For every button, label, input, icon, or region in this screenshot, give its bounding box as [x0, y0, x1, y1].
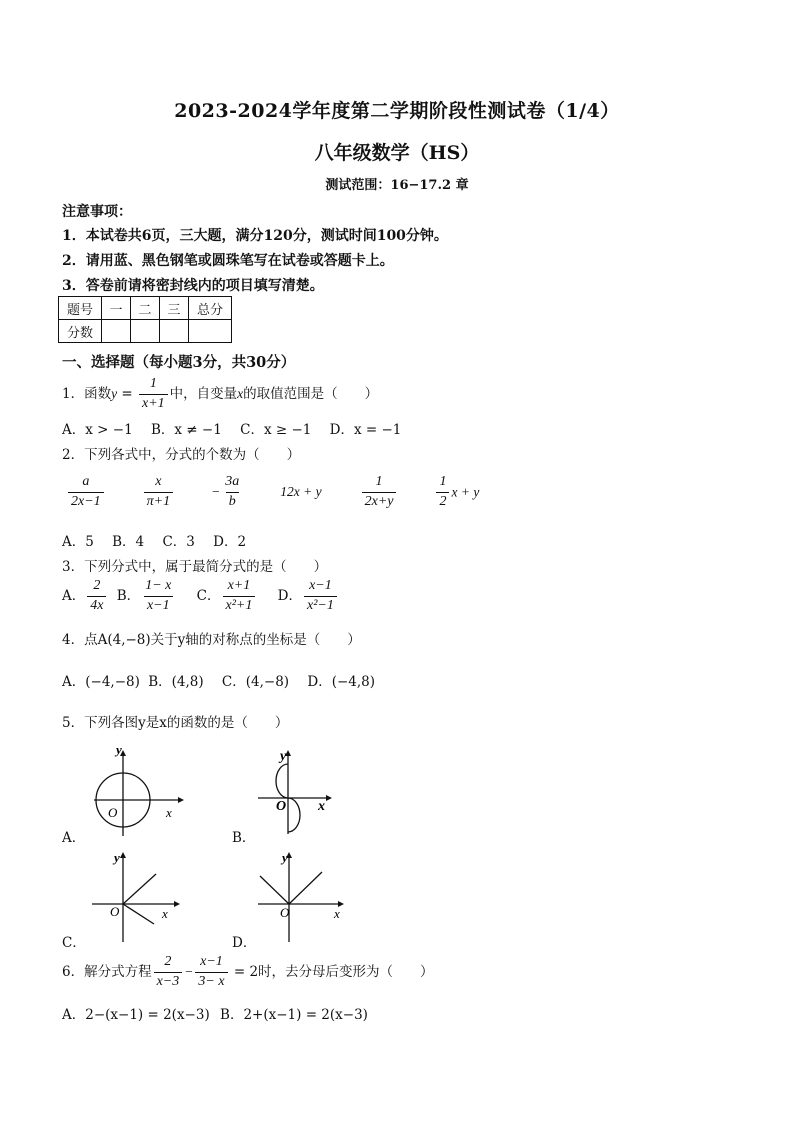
graph-c-label: C．	[62, 935, 86, 951]
option-b[interactable]: B． $\frac{1- x}{x-1}$	[116, 578, 172, 613]
option-c[interactable]: C． $\frac{x+1}{\text{x²+1}}$	[197, 588, 258, 604]
fraction: $\frac{1}{x+1}$	[139, 376, 168, 413]
axis-y-label: y	[282, 850, 288, 865]
origin-label: O	[276, 799, 287, 814]
graph-d-label: D．	[232, 935, 257, 951]
score-header-cell: 三	[160, 297, 189, 320]
score-table	[58, 296, 232, 343]
option-b[interactable]: B．(4,8)	[148, 674, 204, 690]
option-b[interactable]: B．x ≠ −1	[150, 422, 222, 438]
option-d[interactable]: D．2	[213, 534, 247, 550]
fraction: $\frac{2}{x-3}$	[154, 954, 183, 991]
option-d[interactable]: D．x = −1	[329, 422, 402, 438]
notice-heading: 注意事项：	[62, 204, 132, 220]
expression: $\frac{1}{2x+y}$	[362, 474, 397, 511]
expression: 12x + y	[280, 484, 322, 500]
question-1-options	[62, 418, 415, 438]
origin-label: O	[110, 904, 120, 919]
expression: $\frac{x}{\pi+1}$	[144, 474, 173, 511]
exam-subtitle: 八年级数学（HS）	[314, 142, 480, 164]
origin-label: O	[108, 805, 118, 820]
score-table-row	[59, 297, 232, 320]
option-d[interactable]: D． $\frac{x-1}{\text{x²−1}}$	[278, 588, 339, 604]
score-input-cell[interactable]	[102, 320, 131, 343]
option-a[interactable]: A．2−(x−1) = 2(x−3)	[62, 1007, 210, 1023]
option-a[interactable]: A． $\frac{2}{4x}$	[62, 588, 108, 604]
score-header-cell: 一	[102, 297, 131, 320]
score-header-cell: 总分	[189, 297, 232, 320]
question-5: 5．下列各图y是x的函数的是（ ）	[62, 715, 289, 731]
question-2-expressions: $\frac{a}{2x-1}$ $\frac{x}{\pi+1}$ − $\frac{3a}{b}$ 12x + y $\frac{1}{2x+y}$ $\frac{1}{2}$ x + y	[66, 474, 479, 511]
exam-scope: 测试范围：16−17.2 章	[325, 178, 469, 193]
question-6-options	[62, 1003, 382, 1023]
section-heading: 一、选择题（每小题3分，共30分）	[62, 354, 296, 371]
question-2: 2．下列各式中，分式的个数为（ ）	[62, 447, 301, 463]
axis-x-label: x	[166, 805, 172, 820]
axis-x-label: x	[334, 906, 340, 921]
notice-item-3: 3．答卷前请将密封线内的项目填写清楚。	[62, 278, 324, 294]
fraction: $\frac{x-1}{3- x}$	[195, 954, 227, 991]
score-input-cell[interactable]	[189, 320, 232, 343]
score-label-cell: 分数	[59, 320, 102, 343]
notice-item-1: 1．本试卷共6页，三大题，满分120分，测试时间100分钟。	[62, 228, 448, 244]
question-4-options	[62, 670, 389, 690]
question-2-options	[62, 530, 260, 550]
graph-b[interactable]	[254, 742, 344, 842]
notice-item-2: 2．请用蓝、黑色钢笔或圆珠笔写在试卷或答题卡上。	[62, 253, 394, 269]
question-3: 3．下列分式中，属于最简分式的是（ ）	[62, 559, 328, 575]
option-b[interactable]: B．2+(x−1) = 2(x−3)	[220, 1007, 368, 1023]
score-table-row	[59, 320, 232, 343]
expression: $\frac{a}{2x-1}$	[68, 474, 104, 511]
option-a[interactable]: A．(−4,−8)	[62, 674, 140, 690]
axis-y-label: y	[116, 742, 122, 757]
option-d[interactable]: D．(−4,8)	[307, 674, 376, 690]
graph-c[interactable]	[88, 848, 188, 944]
question-1: 1．函数y = $\frac{1}{x+1}$ 中，自变量x的取值范围是（ ）	[62, 376, 379, 411]
exam-title: 2023-2024学年度第二学期阶段性测试卷（1/4）	[174, 100, 620, 122]
axis-y-label: y	[114, 850, 120, 865]
graph-d[interactable]	[254, 848, 354, 944]
question-6: 6．解分式方程 $\frac{2}{x-3}$ − $\frac{x-1}{3- x}$ = 2时，去分母后变形为（ ）	[62, 954, 434, 989]
score-input-cell[interactable]	[160, 320, 189, 343]
score-input-cell[interactable]	[131, 320, 160, 343]
option-c[interactable]: C．3	[162, 534, 195, 550]
score-header-cell: 二	[131, 297, 160, 320]
option-b[interactable]: B．4	[112, 534, 145, 550]
question-4: 4．点A(4,−8)关于y轴的对称点的坐标是（ ）	[62, 632, 361, 648]
question-3-options	[62, 578, 339, 615]
option-a[interactable]: A．x > −1	[62, 422, 133, 438]
expression: $\frac{1}{2}$	[436, 474, 449, 511]
axis-x-label: x	[318, 799, 325, 814]
axis-x-label: x	[162, 906, 168, 921]
graph-a-label: A．	[62, 830, 86, 846]
option-a[interactable]: A．5	[62, 534, 94, 550]
axis-y-label: y	[280, 749, 287, 764]
graph-b-label: B．	[232, 830, 256, 846]
expression: $\frac{3a}{b}$	[225, 474, 240, 509]
graph-a[interactable]	[88, 742, 188, 842]
option-c[interactable]: C．x ≥ −1	[240, 422, 312, 438]
origin-label: O	[280, 905, 290, 920]
score-header-cell: 题号	[59, 297, 102, 320]
option-c[interactable]: C．(4,−8)	[221, 674, 290, 690]
